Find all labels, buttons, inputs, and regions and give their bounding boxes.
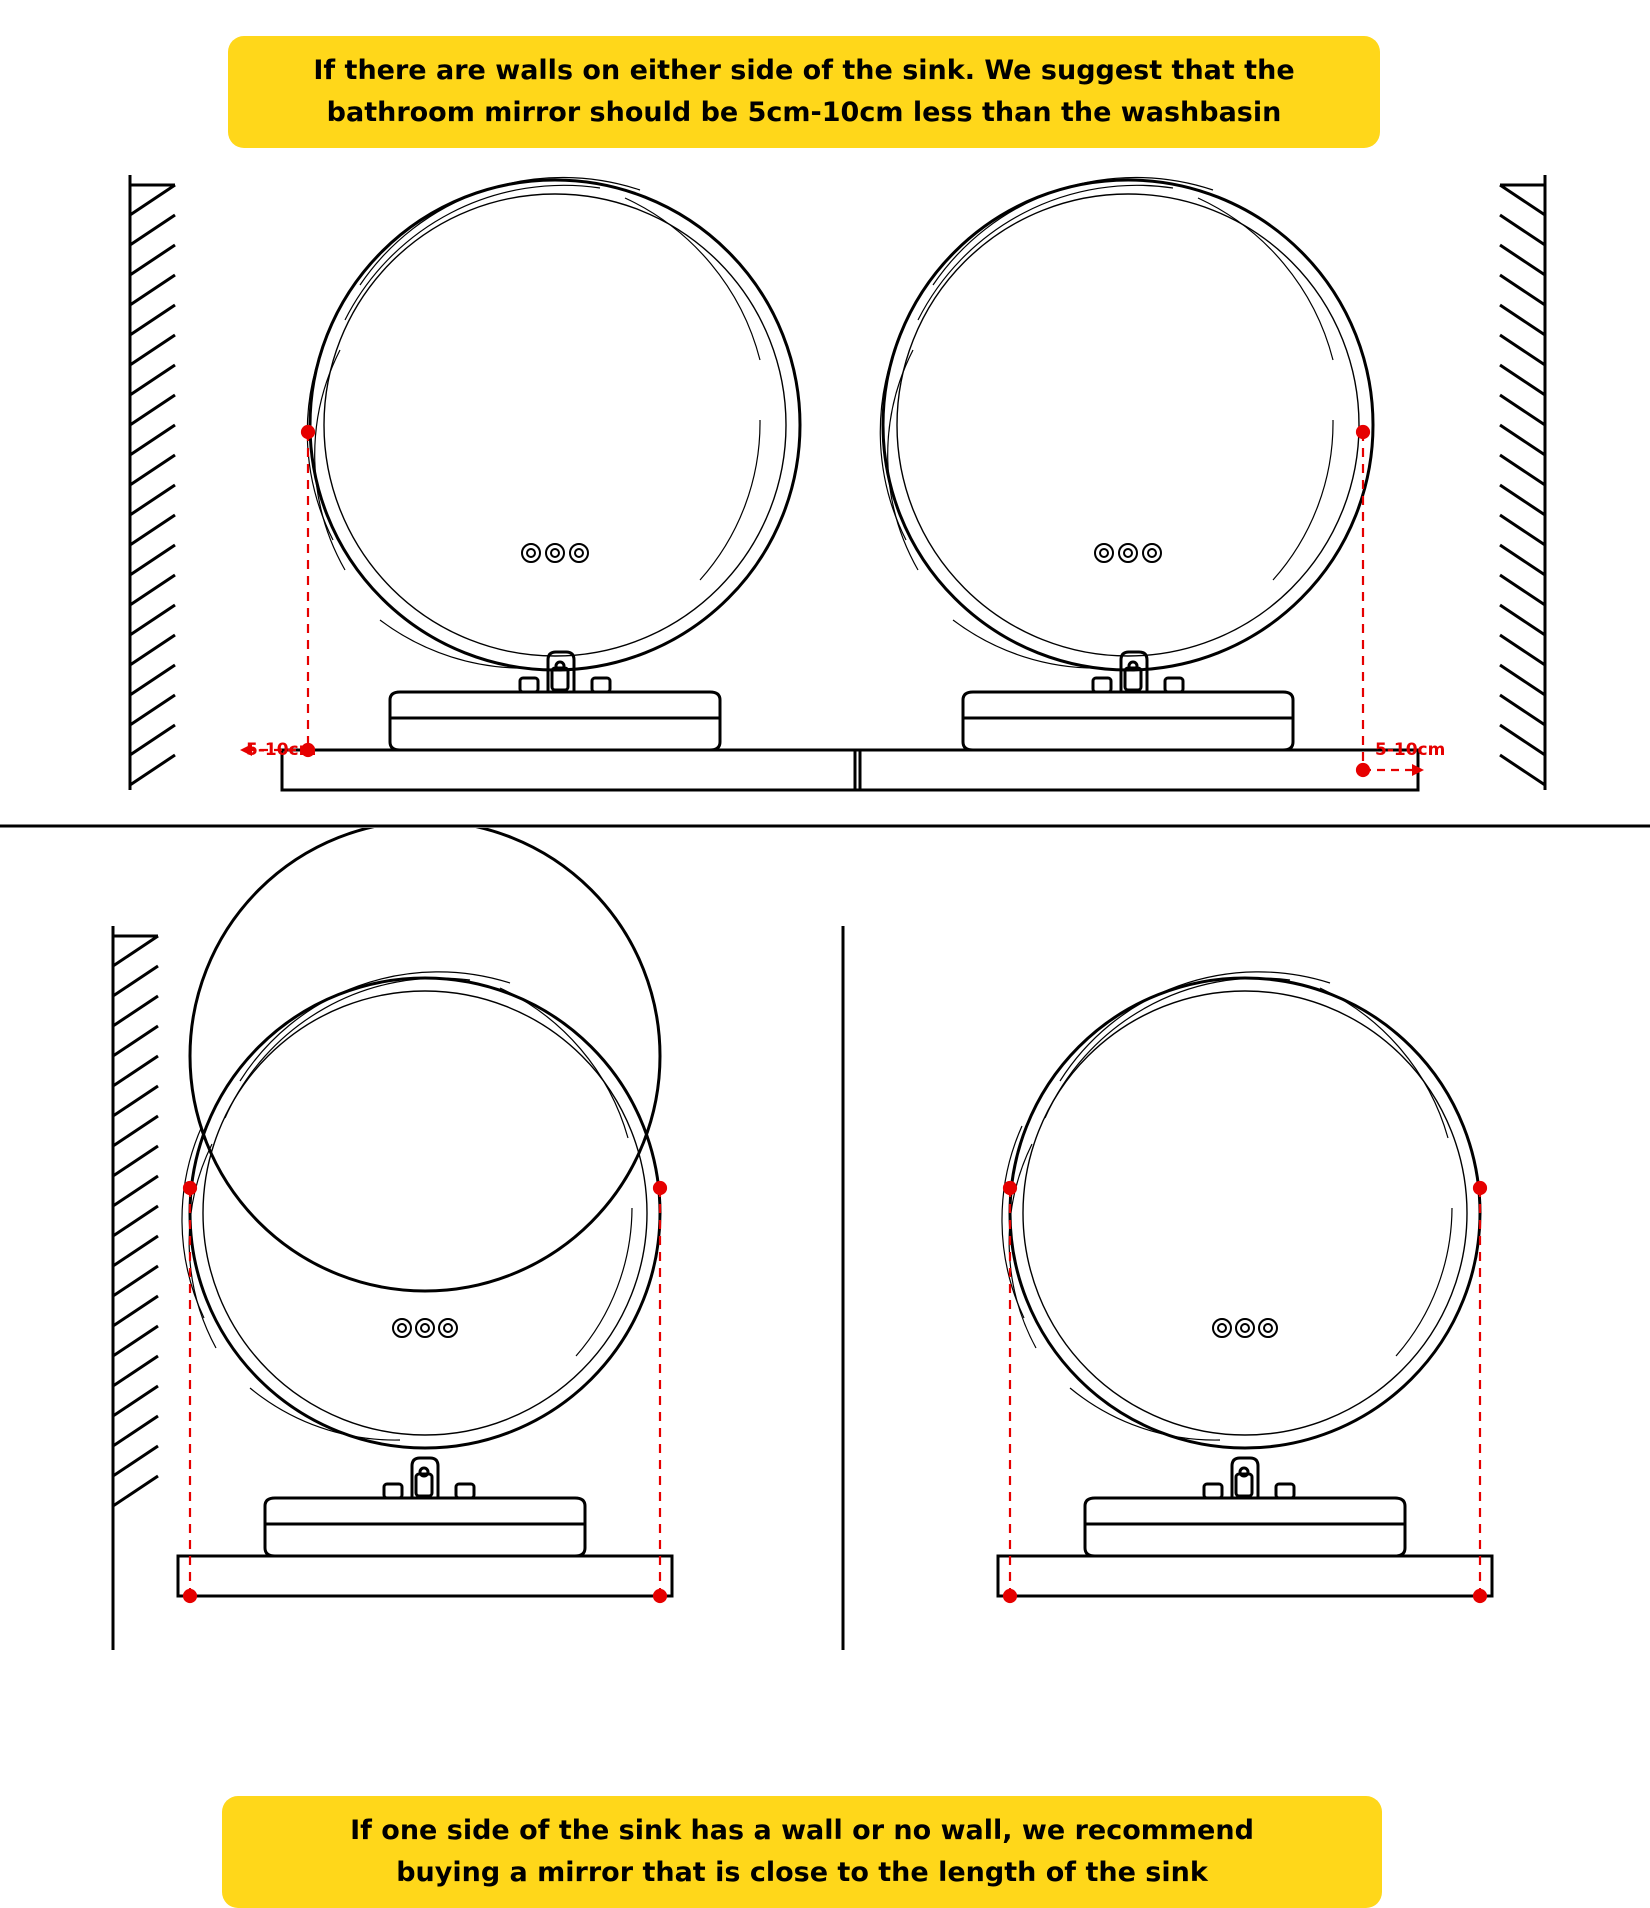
- dimension-right-one-wall-a: [654, 1182, 666, 1602]
- sink-2: [855, 652, 1418, 790]
- mirror-2-controls: [1095, 544, 1161, 562]
- dimension-label-right: 5-10cm: [1375, 740, 1446, 760]
- banner-line-2: bathroom mirror should be 5cm-10cm less than the washbasin: [326, 97, 1282, 128]
- mirror-round-1: [307, 178, 800, 670]
- dimension-left-one-wall-b: [1004, 1182, 1016, 1602]
- scene-one-wall: [0, 828, 1650, 1650]
- wall-right: [1500, 175, 1545, 790]
- banner-line-2: buying a mirror that is close to the length of the sink: [396, 1857, 1208, 1888]
- sink-3: [178, 1458, 672, 1596]
- dimension-left-one-wall-a: [184, 1182, 196, 1602]
- dimension-left-two-walls: [240, 426, 314, 756]
- wall-left: [130, 175, 175, 790]
- sink-4: [998, 1458, 1492, 1596]
- mirror-3-controls: [393, 1319, 457, 1337]
- mirror-1-controls: [522, 544, 588, 562]
- panel-one-wall: [0, 828, 1650, 1888]
- mirror-round-2: [880, 178, 1373, 670]
- callout-banner-two-walls: [228, 36, 1380, 148]
- panel-two-walls: [0, 0, 1650, 828]
- banner-line-1: If one side of the sink has a wall or no wall, we recommend: [350, 1815, 1254, 1846]
- sink-1: [282, 652, 860, 790]
- dimension-label-left: 5-10cm: [246, 740, 317, 760]
- wall-left-bottom: [113, 926, 158, 1650]
- mirror-4: [1002, 972, 1480, 1448]
- mirror-3: [182, 972, 660, 1448]
- mirror-4-controls: [1213, 1319, 1277, 1337]
- callout-banner-one-wall: [222, 1796, 1382, 1908]
- banner-line-1: If there are walls on either side of the sink. We suggest that the: [313, 55, 1295, 86]
- dimension-right-one-wall-b: [1474, 1182, 1486, 1602]
